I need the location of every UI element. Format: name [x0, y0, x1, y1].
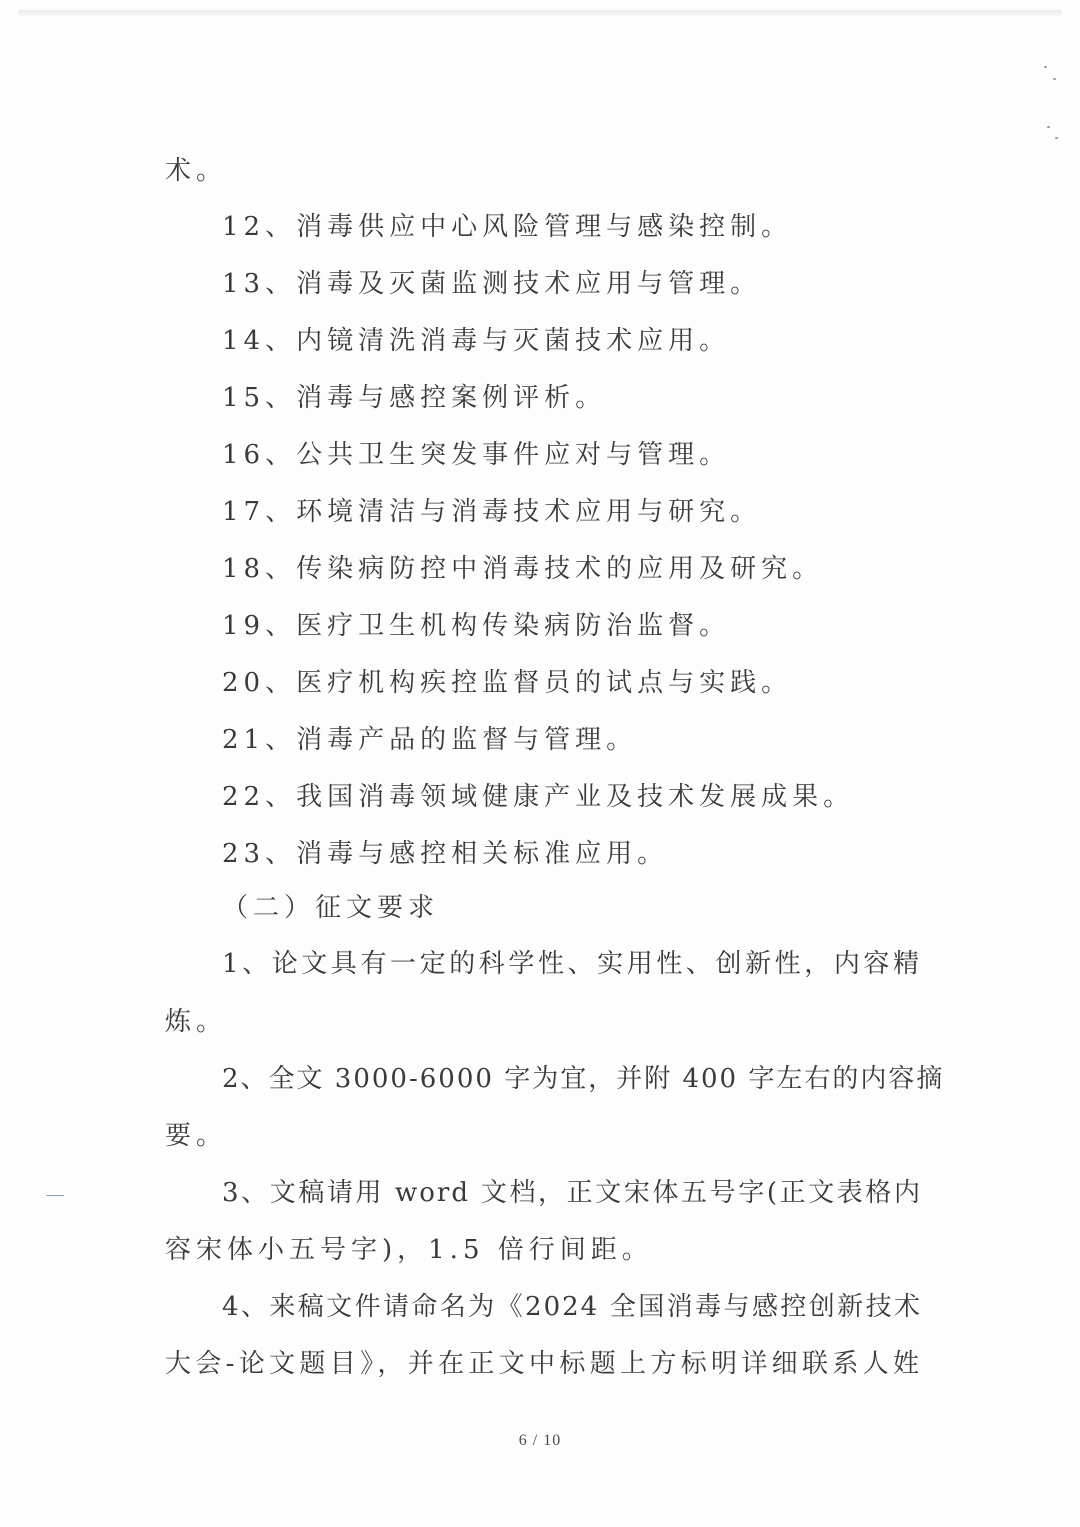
requirement-3-line-1: 3、文稿请用 word 文档，正文宋体五号字(正文表格内: [222, 1178, 922, 1208]
topic-item: 16、公共卫生突发事件应对与管理。: [222, 440, 731, 470]
topic-item: 23、消毒与感控相关标准应用。: [222, 839, 669, 869]
requirement-3-line-2: 容宋体小五号字)，1.5 倍行间距。: [165, 1235, 653, 1265]
topic-item: 22、我国消毒领域健康产业及技术发展成果。: [222, 782, 855, 812]
topic-item: 14、内镜清洗消毒与灭菌技术应用。: [222, 326, 731, 356]
topic-item: 13、消毒及灭菌监测技术应用与管理。: [222, 269, 762, 299]
requirement-2-line-1: 2、全文 3000-6000 字为宜，并附 400 字左右的内容摘: [222, 1064, 945, 1094]
topic-item: 15、消毒与感控案例评析。: [222, 383, 607, 413]
topic-item: 17、环境清洁与消毒技术应用与研究。: [222, 497, 762, 527]
scan-speck: [1055, 137, 1058, 139]
page-number: 6 / 10: [518, 1432, 562, 1449]
requirement-1-line-2: 炼。: [165, 1007, 228, 1037]
section-heading: （二）征文要求: [222, 893, 440, 923]
topic-item: 19、医疗卫生机构传染病防治监督。: [222, 611, 731, 641]
topic-item: 12、消毒供应中心风险管理与感染控制。: [222, 212, 793, 242]
scan-top-edge: [18, 10, 1062, 16]
continuation-text: 术。: [165, 156, 228, 186]
requirement-2-line-2: 要。: [165, 1121, 228, 1151]
topic-item: 20、医疗机构疾控监督员的试点与实践。: [222, 668, 793, 698]
requirement-4-line-1: 4、来稿文件请命名为《2024 全国消毒与感控创新技术: [222, 1292, 922, 1322]
requirement-4-line-2: 大会-论文题目》，并在正文中标题上方标明详细联系人姓: [165, 1349, 923, 1379]
topic-item: 21、消毒产品的监督与管理。: [222, 725, 638, 755]
topic-item: 18、传染病防控中消毒技术的应用及研究。: [222, 554, 824, 584]
scan-speck: [1044, 66, 1047, 68]
scan-speck: [1047, 126, 1050, 128]
scan-mark: [46, 1195, 64, 1196]
scan-speck: [1053, 78, 1056, 80]
requirement-1-line-1: 1、论文具有一定的科学性、实用性、创新性，内容精: [222, 949, 922, 979]
